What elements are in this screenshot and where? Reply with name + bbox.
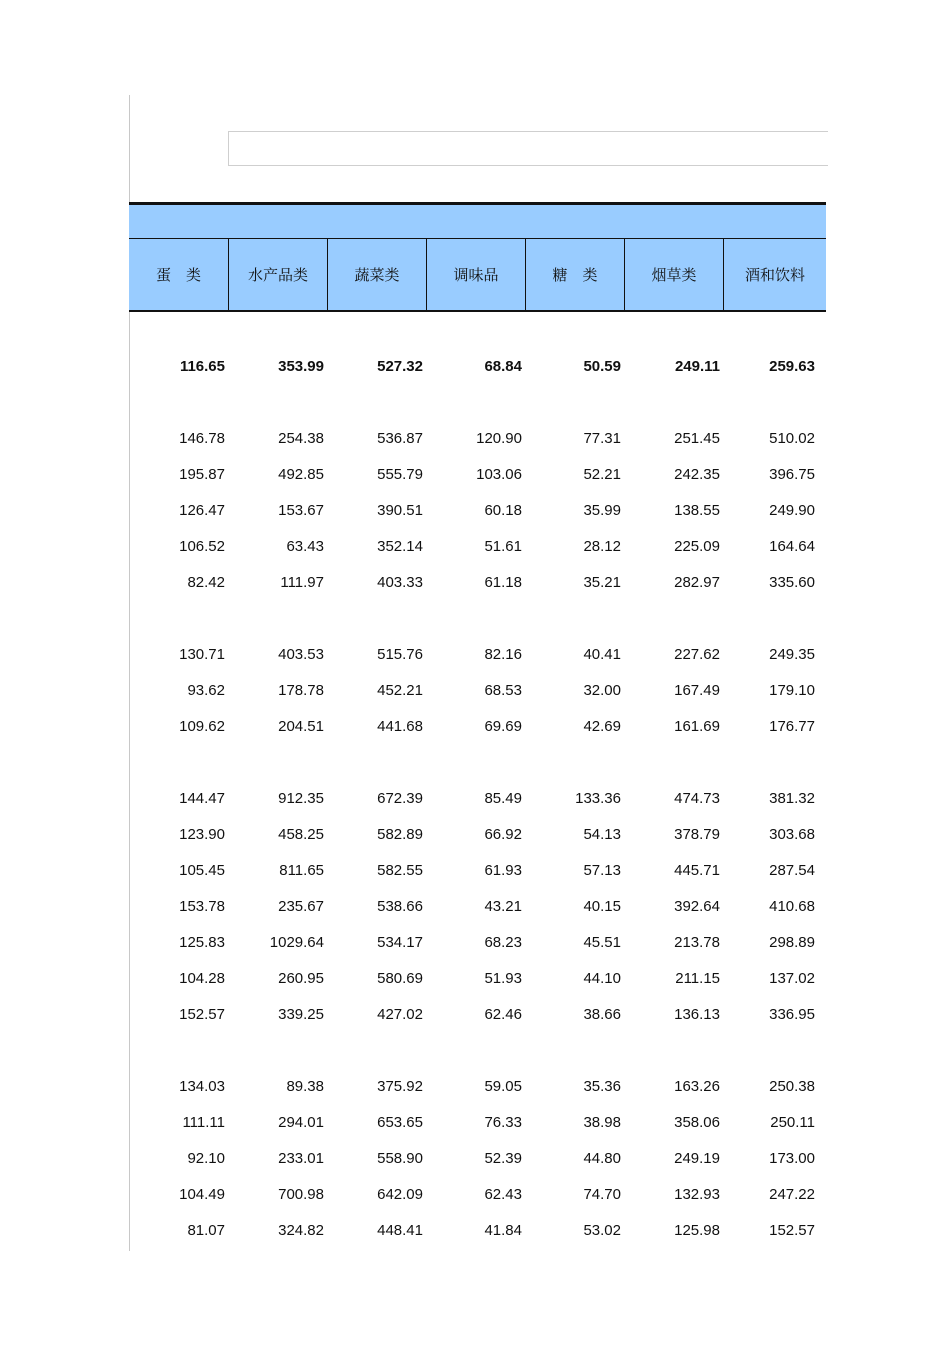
table-cell: 225.09 [674,538,720,555]
header-cell-drinks: 酒和饮料 [723,238,826,310]
table-cell: 250.38 [769,1078,815,1095]
table-cell: 62.43 [484,1186,522,1203]
table-cell: 527.32 [377,358,423,375]
table-cell: 492.85 [278,466,324,483]
table-cell: 138.55 [674,502,720,519]
table-cell: 38.66 [583,1006,621,1023]
table-cell: 137.02 [769,970,815,987]
table-cell: 700.98 [278,1186,324,1203]
table-cell: 63.43 [286,538,324,555]
table-cell: 375.92 [377,1078,423,1095]
table-cell: 51.93 [484,970,522,987]
table-cell: 68.53 [484,682,522,699]
table-cell: 60.18 [484,502,522,519]
table-cell: 251.45 [674,430,720,447]
table-cell: 249.19 [674,1150,720,1167]
table-cell: 534.17 [377,934,423,951]
table-row [129,716,826,738]
table-cell: 335.60 [769,574,815,591]
table-cell: 294.01 [278,1114,324,1131]
table-cell: 233.01 [278,1150,324,1167]
table-cell: 59.05 [484,1078,522,1095]
table-row [129,644,826,666]
table-cell: 282.97 [674,574,720,591]
table-cell: 287.54 [769,862,815,879]
table-row [129,1148,826,1170]
table-row [129,1184,826,1206]
table-cell: 104.49 [179,1186,225,1203]
table-cell: 173.00 [769,1150,815,1167]
table-cell: 452.21 [377,682,423,699]
header-cell-sugar: 糖 类 [525,238,624,310]
table-cell: 179.10 [769,682,815,699]
table-cell: 390.51 [377,502,423,519]
table-row [129,680,826,702]
table-cell: 178.78 [278,682,324,699]
table-cell: 104.28 [179,970,225,987]
table-cell: 82.42 [187,574,225,591]
table-cell: 116.65 [179,358,225,375]
table-cell: 260.95 [278,970,324,987]
table-cell: 28.12 [583,538,621,555]
table-cell: 111.11 [182,1114,225,1131]
table-cell: 324.82 [278,1222,324,1239]
table-cell: 120.90 [476,430,522,447]
table-cell: 211.15 [675,970,720,987]
table-cell: 204.51 [278,718,324,735]
table-cell: 161.69 [674,718,720,735]
table-cell: 38.98 [583,1114,621,1131]
header-cell-aquatic: 水产品类 [228,238,327,310]
table-cell: 642.09 [377,1186,423,1203]
table-cell: 298.89 [769,934,815,951]
table-cell: 123.90 [179,826,225,843]
table-cell: 52.21 [583,466,621,483]
table-cell: 254.38 [278,430,324,447]
table-cell: 41.84 [484,1222,522,1239]
table-cell: 912.35 [278,790,324,807]
table-cell: 303.68 [769,826,815,843]
table-row [129,500,826,522]
table-cell: 133.36 [575,790,621,807]
table-cell: 66.92 [484,826,522,843]
table-cell: 40.15 [583,898,621,915]
table-cell: 35.36 [583,1078,621,1095]
table-cell: 396.75 [769,466,815,483]
table-row [129,572,826,594]
table-cell: 167.49 [674,682,720,699]
table-cell: 92.10 [187,1150,225,1167]
table-cell: 52.39 [484,1150,522,1167]
table-row [129,1076,826,1098]
table-row [129,1004,826,1026]
table-cell: 134.03 [179,1078,225,1095]
table-row [129,356,826,378]
table-cell: 510.02 [769,430,815,447]
table-cell: 57.13 [583,862,621,879]
table-title-box [228,131,828,166]
table-cell: 242.35 [674,466,720,483]
table-cell: 249.35 [769,646,815,663]
table-cell: 61.93 [484,862,522,879]
table-cell: 62.46 [484,1006,522,1023]
table-cell: 44.80 [583,1150,621,1167]
table-cell: 555.79 [377,466,423,483]
table-cell: 152.57 [769,1222,815,1239]
table-cell: 353.99 [278,358,324,375]
table-cell: 81.07 [187,1222,225,1239]
table-cell: 45.51 [583,934,621,951]
table-cell: 1029.64 [269,934,324,951]
table-cell: 42.69 [583,718,621,735]
table-cell: 144.47 [179,790,225,807]
table-cell: 653.65 [377,1114,423,1131]
table-cell: 536.87 [377,430,423,447]
table-cell: 152.57 [179,1006,225,1023]
table-cell: 69.69 [484,718,522,735]
table-cell: 448.41 [377,1222,423,1239]
table-cell: 195.87 [179,466,225,483]
table-cell: 582.55 [377,862,423,879]
table-cell: 458.25 [278,826,324,843]
table-row [129,860,826,882]
table-cell: 35.21 [583,574,621,591]
table-row [129,536,826,558]
header-cell-vegetables: 蔬菜类 [327,238,426,310]
table-cell: 176.77 [769,718,815,735]
table-cell: 61.18 [484,574,522,591]
table-cell: 580.69 [377,970,423,987]
table-cell: 227.62 [674,646,720,663]
table-cell: 76.33 [484,1114,522,1131]
table-cell: 40.41 [583,646,621,663]
table-cell: 250.11 [770,1114,815,1131]
table-cell: 132.93 [674,1186,720,1203]
table-cell: 381.32 [769,790,815,807]
table-cell: 403.33 [377,574,423,591]
table-cell: 32.00 [583,682,621,699]
table-cell: 538.66 [377,898,423,915]
table-cell: 247.22 [769,1186,815,1203]
table-cell: 249.11 [674,358,720,375]
table-row [129,428,826,450]
table-cell: 146.78 [179,430,225,447]
table-cell: 82.16 [484,646,522,663]
table-cell: 558.90 [377,1150,423,1167]
table-cell: 106.52 [179,538,225,555]
table-cell: 163.26 [674,1078,720,1095]
table-cell: 77.31 [583,430,621,447]
table-cell: 68.23 [484,934,522,951]
table-row [129,932,826,954]
table-cell: 259.63 [769,358,815,375]
table-cell: 427.02 [377,1006,423,1023]
table-cell: 811.65 [279,862,324,879]
table-cell: 392.64 [674,898,720,915]
table-cell: 441.68 [377,718,423,735]
table-cell: 50.59 [583,358,621,375]
table-cell: 582.89 [377,826,423,843]
table-header [129,238,826,312]
table-cell: 103.06 [476,466,522,483]
table-row [129,968,826,990]
table-row [129,788,826,810]
table-cell: 136.13 [674,1006,720,1023]
table-cell: 68.84 [484,358,522,375]
table-cell: 51.61 [484,538,522,555]
table-cell: 74.70 [583,1186,621,1203]
table-cell: 44.10 [583,970,621,987]
header-band [129,202,826,238]
table-cell: 43.21 [484,898,522,915]
table-cell: 105.45 [179,862,225,879]
table-cell: 339.25 [278,1006,324,1023]
table-cell: 378.79 [674,826,720,843]
table-cell: 235.67 [278,898,324,915]
header-cell-tobacco: 烟草类 [624,238,723,310]
table-cell: 153.78 [179,898,225,915]
header-cell-eggs: 蛋 类 [129,238,228,310]
table-row [129,464,826,486]
table-cell: 35.99 [583,502,621,519]
table-cell: 672.39 [377,790,423,807]
table-cell: 515.76 [377,646,423,663]
table-cell: 410.68 [769,898,815,915]
table-cell: 125.98 [674,1222,720,1239]
table-row [129,1220,826,1242]
table-cell: 153.67 [278,502,324,519]
table-cell: 474.73 [674,790,720,807]
table-cell: 130.71 [179,646,225,663]
table-row [129,1112,826,1134]
header-cell-seasonings: 调味品 [426,238,525,310]
table-cell: 111.97 [280,574,324,591]
table-cell: 89.38 [286,1078,324,1095]
table-cell: 126.47 [179,502,225,519]
table-cell: 164.64 [769,538,815,555]
table-cell: 358.06 [674,1114,720,1131]
table-cell: 352.14 [377,538,423,555]
table-cell: 445.71 [674,862,720,879]
table-cell: 249.90 [769,502,815,519]
table-cell: 403.53 [278,646,324,663]
table-cell: 93.62 [187,682,225,699]
table-row [129,824,826,846]
table-cell: 336.95 [769,1006,815,1023]
table-cell: 109.62 [179,718,225,735]
table-cell: 85.49 [484,790,522,807]
table-row [129,896,826,918]
table-cell: 53.02 [583,1222,621,1239]
table-cell: 125.83 [179,934,225,951]
table-cell: 213.78 [674,934,720,951]
table-cell: 54.13 [583,826,621,843]
